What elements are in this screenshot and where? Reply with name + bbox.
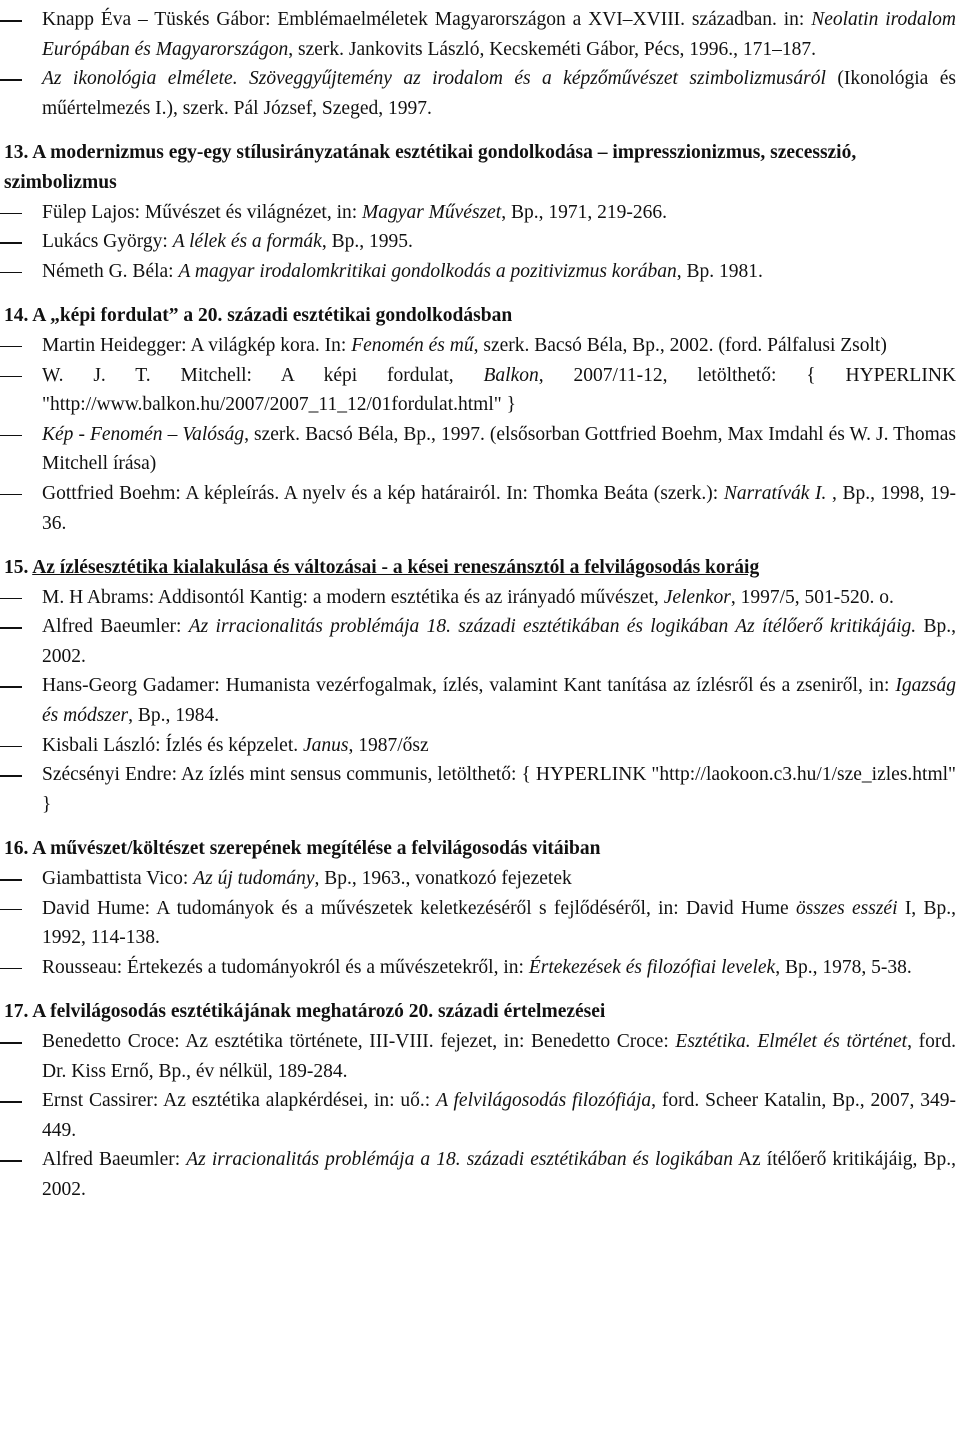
bibliography-entry xyxy=(42,198,956,228)
entry-title-italic: Kép - Fenomén – Valóság xyxy=(42,423,245,445)
entry-text: Giambattista Vico: xyxy=(42,868,194,890)
entry-text: Martin Heidegger: A világkép kora. In: xyxy=(42,334,352,356)
entry-text: , ford. Dr. Kiss Ernő, Bp., év nélkül, 189-284. xyxy=(42,1031,957,1082)
bibliography-entry xyxy=(42,612,956,671)
bibliography-content xyxy=(0,5,960,1205)
entry-text: , szerk. Bacsó Béla, Bp., 1997. (elsősorban Gottfried Boehm, Max Imdahl és W. J. Thomas Mitchell írása) xyxy=(42,423,957,475)
entry-text: , Bp., 1984. xyxy=(128,705,220,727)
section-title: A „képi fordulat” a 20. századi esztétikai gondolkodásban xyxy=(32,305,513,327)
entry-title-italic: Jelenkor xyxy=(663,586,731,608)
entry-text: M. H Abrams: Addisontól Kantig: a modern esztétika és az irányadó művészet, xyxy=(42,586,664,608)
entry-text: , szerk. Bacsó Béla, Bp., 2002. (ford. Pálfalusi Zsolt) xyxy=(473,334,887,356)
entry-text: , Bp. 1981. xyxy=(676,260,763,282)
entry-text: Hans-Georg Gadamer: Humanista vezérfogalmak, ízlés, valamint Kant tanítása az ízlésről és a zseniről, in: xyxy=(42,675,896,697)
section-title: A modernizmus egy-egy stílusirányzatának esztétikai gondolkodása – impresszionizmus, szecesszió, szimbolizmus xyxy=(4,142,857,193)
entry-text: , Bp., 1998, 19-36. xyxy=(42,482,957,534)
entry-title-italic: Narratívák I. xyxy=(723,482,827,504)
bibliography-entry xyxy=(42,894,956,953)
entry-title-italic: Fenomén és mű xyxy=(351,334,474,356)
entry-text: Ernst Cassirer: Az esztétika alapkérdései, in: uő.: xyxy=(42,1090,437,1112)
entry-text: , Bp., 1971, 219-266. xyxy=(501,201,667,223)
entry-title-italic: összes esszéi xyxy=(795,897,898,919)
entry-text: I, Bp., 1992, 114-138. xyxy=(42,897,956,949)
entry-text: Az ítélőerő kritikájáig, Bp., 2002. xyxy=(42,1149,956,1200)
entry-text: W. J. T. Mitchell: A képi fordulat, xyxy=(42,364,484,386)
entry-text: , szerk. Jankovits László, Kecskeméti Gábor, Pécs, 1996., 171–187. xyxy=(288,38,817,60)
entry-title-italic: Magyar Művészet xyxy=(362,201,502,223)
section-heading xyxy=(4,553,956,583)
entry-text: Rousseau: Értekezés a tudományokról és a művészetekről, in: xyxy=(42,956,529,978)
entry-text: Benedetto Croce: Az esztétika története, III-VIII. fejezet, in: Benedetto Croce: xyxy=(42,1031,676,1052)
section-number: 15. xyxy=(4,557,29,579)
entry-text: Németh G. Béla: xyxy=(42,260,179,282)
section-heading xyxy=(4,834,956,864)
entry-title-italic: A felvilágosodás filozófiája xyxy=(436,1090,652,1112)
section-number: 13. xyxy=(4,142,29,164)
entry-text: , 1987/ősz xyxy=(348,734,429,756)
entry-title-italic: Esztétika. Elmélet és történet xyxy=(675,1031,908,1052)
bibliography-entry xyxy=(42,420,956,479)
bibliography-entry xyxy=(42,864,956,894)
entry-text: Fülep Lajos: Művészet és világnézet, in: xyxy=(42,201,363,223)
entry-text: (Ikonológia és műértelmezés I.), szerk. Pál József, Szeged, 1997. xyxy=(42,68,956,119)
section-heading xyxy=(4,997,956,1027)
entry-text: Knapp Éva – Tüskés Gábor: Emblémaelméletek Magyarországon a XVI–XVIII. században. in: xyxy=(42,9,812,30)
bibliography-entry xyxy=(42,583,956,613)
bibliography-entry xyxy=(42,1145,956,1204)
bibliography-entry xyxy=(42,1086,956,1145)
bibliography-entry xyxy=(42,361,956,420)
bibliography-entry xyxy=(42,227,956,257)
entry-text: David Hume: A tudományok és a művészetek keletkezéséről s fejlődéséről, in: David Hume xyxy=(42,897,796,919)
section-heading xyxy=(4,301,956,331)
bibliography-entry xyxy=(42,257,956,287)
entry-text: , ford. Scheer Katalin, Bp., 2007, 349-449. xyxy=(42,1090,957,1141)
entry-title-italic: Neolatin irodalom Európában és Magyarországon xyxy=(42,9,956,60)
entry-text: , 1997/5, 501-520. o. xyxy=(730,586,894,608)
entry-text: Alfred Baeumler: xyxy=(42,616,189,638)
entry-text: Kisbali László: Ízlés és képzelet. xyxy=(42,734,303,756)
entry-text: , Bp., 1995. xyxy=(321,231,413,253)
bibliography-entry xyxy=(42,1027,956,1086)
entry-title-italic: Az irracionalitás problémája a 18. századi esztétikában és logikában xyxy=(186,1149,733,1171)
entry-title-italic: Igazság és módszer xyxy=(42,675,956,727)
section-number: 17. xyxy=(4,1001,29,1023)
entry-title-italic: A lélek és a formák xyxy=(172,231,322,253)
bibliography-entry xyxy=(42,5,956,64)
entry-text: , Bp., 1963., vonatkozó fejezetek xyxy=(314,868,572,890)
bibliography-entry xyxy=(42,953,956,983)
bibliography-entry xyxy=(42,331,956,361)
entry-text: Lukács György: xyxy=(42,231,173,253)
section-number: 16. xyxy=(4,838,29,860)
entry-text: Bp., 2002. xyxy=(42,616,956,667)
entry-title-italic: Balkon xyxy=(483,364,539,386)
entry-title-italic: Az új tudomány xyxy=(193,868,315,890)
entry-text: Gottfried Boehm: A képleírás. A nyelv és a kép határairól. In: Thomka Beáta (szerk.): xyxy=(42,482,724,504)
entry-text: Alfred Baeumler: xyxy=(42,1149,187,1171)
section-title: Az ízlésesztétika kialakulása és változásai - a kései reneszánsztól a felvilágosodás koráig xyxy=(32,557,760,579)
bibliography-entry xyxy=(42,760,956,819)
bibliography-entry xyxy=(42,64,956,123)
section-heading xyxy=(4,138,956,197)
bibliography-entry xyxy=(42,731,956,761)
entry-title-italic: Janus xyxy=(302,734,349,756)
entry-text: Szécsényi Endre: Az ízlés mint sensus communis, letölthető: { HYPERLINK "http://laokoon.c3.hu/1/sze_izles.html" } xyxy=(42,764,956,815)
section-title: A művészet/költészet szerepének megítélése a felvilágosodás vitáiban xyxy=(32,838,601,860)
entry-text: , Bp., 1978, 5-38. xyxy=(775,956,912,978)
entry-text: , 2007/11-12, letölthető: { HYPERLINK "http://www.balkon.hu/2007/2007_11_12/01fordulat.html" } xyxy=(42,364,956,416)
entry-title-italic: Értekezések és filozófiai levelek xyxy=(528,956,776,978)
section-number: 14. xyxy=(4,305,29,327)
entry-title-italic: Az ikonológia elmélete. Szöveggyűjtemény az irodalom és a képzőművészet szimbolizmusáról xyxy=(42,68,826,90)
bibliography-entry xyxy=(42,671,956,730)
entry-title-italic: A magyar irodalomkritikai gondolkodás a pozitivizmus korában xyxy=(178,260,677,282)
bibliography-entry xyxy=(42,479,956,538)
entry-title-italic: Az irracionalitás problémája 18. századi esztétikában és logikában Az ítélőerő kritikájáig. xyxy=(188,616,917,638)
section-title: A felvilágosodás esztétikájának meghatározó 20. századi értelmezései xyxy=(32,1001,606,1023)
